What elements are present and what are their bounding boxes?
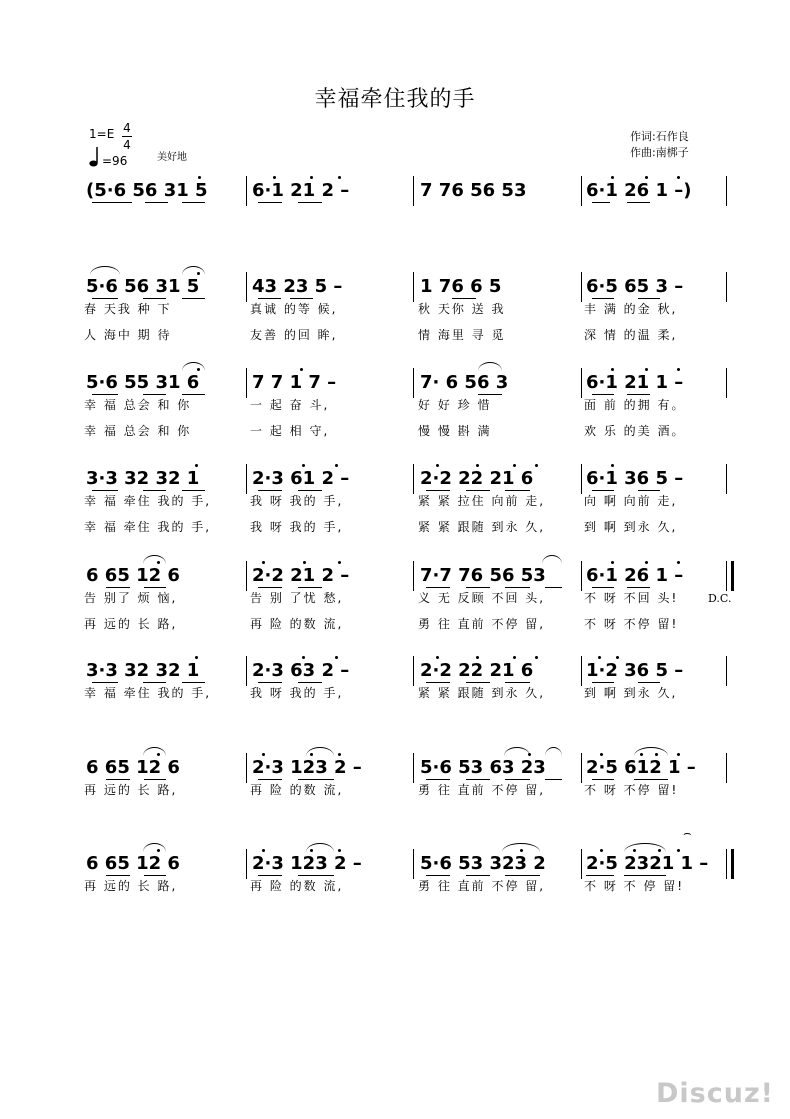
measure-notes: 6 65 12 6 [86,853,180,874]
measure-notes: 6·1 36 5 – [586,468,684,489]
octave-dot [310,753,313,756]
lyric-segment: 一 起 相 守, [250,424,330,438]
measure-notes: 6 65 12 6 [86,565,180,586]
lyric-segment: 再 险 的数 流, [250,879,344,893]
lyric-segment: 告 别了 烦 恼, [84,591,178,605]
octave-dot [338,849,341,852]
octave-dot [645,368,648,371]
bar-line [246,656,247,686]
octave-dot [677,849,680,852]
lyric-segment: 不 呀 不回 头! [584,591,679,605]
lyric-segment: 我 呀 我的 手, [250,520,344,534]
bar-line [726,656,727,686]
note-underline [258,587,282,588]
measure-notes: 6·1 26 1 – [586,565,684,586]
note-underline [592,490,614,491]
lyric-segment: 幸 福 总会 和 你 [84,424,192,438]
measure-notes: 1·2 36 5 – [586,660,684,681]
note-underline [298,490,322,491]
note-underline [258,202,282,203]
octave-dot [600,753,603,756]
note-underline [638,682,660,683]
note-underline [627,587,650,588]
octave-dot [303,561,306,564]
bar-line [413,561,414,591]
note-underline [505,490,530,491]
lyric-line [0,589,790,607]
note-underline [144,779,166,780]
lyric-segment: 面 前 的拥 有。 [584,398,686,412]
measure-notes: 6·1 21 2 – [252,180,350,201]
note-underline [258,682,282,683]
bar-line [581,368,582,398]
tempo-value: =96 [102,154,128,168]
note-underline [92,298,118,299]
note-underline [143,682,166,683]
lyric-segment: 告 别 了忧 愁, [250,591,344,605]
note-underline [638,298,660,299]
measure-notes: 2·5 612 1 – [586,757,696,778]
octave-dot [611,561,614,564]
note-underline [290,298,313,299]
octave-dot [310,849,313,852]
slur-mark [90,266,120,275]
note-underline [258,779,282,780]
fraction-line [122,136,132,137]
lyric-segment: 欢 乐 的美 酒。 [584,424,686,438]
lyric-segment: 再 远的 长 路, [84,783,178,797]
octave-dot [300,368,303,371]
octave-dot [520,849,523,852]
lyric-line [0,422,790,440]
octave-dot [436,464,439,467]
note-underline [92,394,118,395]
bar-line [246,849,247,879]
lyric-line [0,300,790,318]
octave-dot [335,656,338,659]
lyric-segment: 我 呀 我的 手, [250,494,344,508]
lyric-segment: 幸 福 牵住 我的 手, [84,520,212,534]
octave-dot [677,561,680,564]
octave-dot [535,656,538,659]
octave-dot [157,753,160,756]
measure-notes: 6 65 12 6 [86,757,180,778]
measure-notes: 2·3 123 2 – [252,853,362,874]
octave-dot [600,849,603,852]
bar-line [413,753,414,783]
octave-dot [198,176,201,179]
octave-dot [310,176,313,179]
slur-mark [143,747,166,756]
song-title: 幸福牵住我的手 [314,87,476,112]
octave-dot [645,176,648,179]
note-underline [592,682,614,683]
measure-notes: 2·3 61 2 – [252,468,350,489]
bar-line [726,368,727,398]
bar-line [726,561,727,591]
lyric-segment: 情 海里 寻 觅 [418,328,506,342]
lyric-segment: 勇 往 直前 不停 留, [418,783,546,797]
note-underline [426,587,450,588]
octave-dot [436,656,439,659]
note-underline [627,202,650,203]
octave-dot [677,368,680,371]
bar-line [413,849,414,879]
bar-line [726,464,727,494]
measure-notes: 5·6 53 63 23 [420,757,546,778]
note-underline [143,394,166,395]
measure-notes: 2·5 2321 1 – [586,853,709,874]
note-underline [92,490,118,491]
lyric-line [0,781,790,799]
note-underline [106,875,130,876]
lyric-segment: 秋 天你 送 我 [418,302,506,316]
lyric-segment: 到 啊 到永 久, [584,520,678,534]
octave-dot [195,464,198,467]
octave-dot [197,368,200,371]
lyric-segment: 幸 福 牵住 我的 手, [84,686,212,700]
lyric-segment: 不 呀 不停 留! [584,783,679,797]
note-underline [182,298,205,299]
lyric-line [0,326,790,344]
octave-dot [338,176,341,179]
octave-dot [616,656,619,659]
lyric-segment: 到 啊 到永 久, [584,686,678,700]
lyric-segment: 再 险 的数 流, [250,617,344,631]
slur-mark [143,843,166,852]
octave-dot [611,176,614,179]
quarter-note-icon [88,146,100,168]
lyric-segment: 丰 满 的金 秋, [584,302,678,316]
note-underline [106,779,130,780]
lyric-segment: 再 远的 长 路, [84,617,178,631]
lyric-line [0,518,790,536]
slur-mark [182,362,205,371]
lyric-line [0,615,790,633]
lyric-line [0,877,790,895]
bar-line [726,272,727,302]
lyric-line [0,396,790,414]
note-underline [298,202,322,203]
measure-notes: 7 76 56 53 [420,180,527,201]
note-underline [144,587,166,588]
lyric-segment: 不 呀 不 停 留! [584,879,685,893]
measure-notes: 2·2 21 2 – [252,565,350,586]
note-underline [466,682,490,683]
octave-dot [611,464,614,467]
bar-line [413,656,414,686]
note-underline [258,875,282,876]
measure-notes: 6·5 65 3 – [586,276,684,297]
lyric-segment: 真诚 的等 候, [250,302,338,316]
note-underline [143,490,166,491]
slur-mark [545,747,562,756]
bar-line [246,272,247,302]
lyric-segment: 好 好 珍 惜 [418,398,492,412]
octave-dot [611,368,614,371]
note-underline [466,587,490,588]
lyric-segment: 紧 紧 跟随 到永 久, [418,520,546,534]
octave-dot [633,849,636,852]
note-underline [426,875,450,876]
octave-dot [335,464,338,467]
time-signature-bottom: 4 [123,138,131,152]
bar-line [246,753,247,783]
octave-dot [645,561,648,564]
measure-notes: 7·7 76 56 53 [420,565,546,586]
measure-notes: 3·3 32 32 1 [86,468,200,489]
bar-line [726,849,727,879]
measure-notes: 6·1 26 1 –) [586,180,692,201]
watermark: Discuz! [656,1078,774,1109]
note-underline [586,875,614,876]
note-underline [144,875,166,876]
octave-dot [338,561,341,564]
note-underline [298,875,334,876]
lyric-segment: 幸 福 总会 和 你 [84,398,192,412]
final-bar-line [731,561,734,591]
lyric-segment: 紧 紧 拉住 向前 走, [418,494,546,508]
note-underline [92,202,132,203]
measure-notes: 7 7 1 7 – [252,372,337,393]
slur-mark [478,362,502,371]
octave-dot [262,753,265,756]
note-underline [592,298,614,299]
lyric-line [0,684,790,702]
note-underline [638,490,660,491]
note-underline [624,875,666,876]
note-underline [426,682,450,683]
composer-credit: 作曲:南梆子 [630,146,689,159]
measure-notes: 43 23 5 – [252,276,343,297]
octave-dot [273,176,276,179]
lyric-line [0,492,790,510]
note-underline [505,779,530,780]
lyric-segment: 再 远的 长 路, [84,879,178,893]
note-underline [298,587,322,588]
note-underline [106,587,130,588]
note-underline [452,298,476,299]
note-underline [298,779,334,780]
octave-dot [677,176,680,179]
note-underline [592,202,610,203]
bar-line [581,561,582,591]
slur-mark [504,747,530,756]
measure-notes: 2·3 123 2 – [252,757,362,778]
octave-dot [157,561,160,564]
measure-notes: 5·6 55 31 6 [86,372,200,393]
note-underline [545,587,562,588]
octave-dot [262,561,265,564]
notation-line [0,178,790,208]
lyric-segment: 义 无 反顾 不回 头, [418,591,546,605]
measure-notes: 2·3 63 2 – [252,660,350,681]
key-signature: 1=E [89,127,115,141]
note-underline [182,490,205,491]
octave-dot [528,753,531,756]
bar-line [726,176,727,206]
octave-dot [157,849,160,852]
bar-line [413,464,414,494]
bar-line [581,656,582,686]
time-signature-top: 4 [123,121,131,135]
lyric-segment: 春 天我 种 下 [84,302,172,316]
bar-line [246,464,247,494]
slur-mark [143,555,166,564]
note-underline [182,202,205,203]
note-underline [466,875,490,876]
octave-dot [655,753,658,756]
measure-notes: 1 76 6 5 [420,276,502,297]
bar-line [581,753,582,783]
measure-notes: 5·6 56 31 5 [86,276,200,297]
octave-dot [535,464,538,467]
measure-notes: 7· 6 56 3 [420,372,509,393]
lyricist-credit: 作词:石作良 [630,130,689,143]
note-underline [258,298,281,299]
measure-notes: 2·2 22 21 6 [420,468,534,489]
bar-line [246,176,247,206]
octave-dot [262,849,265,852]
note-underline [145,202,168,203]
octave-dot [476,656,479,659]
octave-dot [598,656,601,659]
lyric-segment: 一 起 奋 斗, [250,398,330,412]
octave-dot [513,656,516,659]
note-underline [505,875,540,876]
final-bar-line [731,849,734,879]
note-underline [426,490,450,491]
tempo-marking [88,146,127,168]
fermata-icon: ⌢ [683,826,692,841]
bar-line [413,368,414,398]
bar-line [581,176,582,206]
note-underline [478,394,502,395]
lyric-segment: 紧 紧 跟随 到永 久, [418,686,546,700]
note-underline [182,394,205,395]
octave-dot [197,272,200,275]
bar-line [413,272,414,302]
octave-dot [302,656,305,659]
bar-line [413,176,414,206]
bar-line [581,272,582,302]
lyric-segment: 勇 往 直前 不停 留, [418,617,546,631]
slur-mark [182,266,205,275]
note-underline [426,779,450,780]
dc-marking: D.C. [708,592,732,605]
octave-dot [677,753,680,756]
lyric-segment: 我 呀 我的 手, [250,686,344,700]
note-underline [634,779,668,780]
lyric-segment: 深 情 的温 柔, [584,328,678,342]
note-underline [505,587,530,588]
octave-dot [513,464,516,467]
lyric-segment: 幸 福 牵住 我的 手, [84,494,212,508]
mood-marking: 美好地 [157,152,187,163]
note-underline [466,779,490,780]
lyric-segment: 向 啊 向前 走, [584,494,678,508]
measure-notes: (5·6 56 31 5 [86,180,208,201]
octave-dot [338,753,341,756]
octave-dot [658,849,661,852]
bar-line [246,561,247,591]
note-underline [92,682,118,683]
note-underline [258,490,282,491]
bar-line [581,464,582,494]
octave-dot [302,464,305,467]
measure-notes: 3·3 32 32 1 [86,660,200,681]
note-underline [143,298,166,299]
lyric-segment: 人 海中 期 待 [84,328,172,342]
lyric-segment: 再 险 的数 流, [250,783,344,797]
measure-notes: 6·1 21 1 – [586,372,684,393]
lyric-segment: 勇 往 直前 不停 留, [418,879,546,893]
note-underline [466,490,490,491]
note-underline [298,682,322,683]
bar-line [246,368,247,398]
measure-notes: 2·2 22 21 6 [420,660,534,681]
note-underline [592,779,614,780]
lyric-segment: 友善 的回 眸, [250,328,338,342]
octave-dot [195,656,198,659]
note-underline [182,682,205,683]
octave-dot [640,753,643,756]
lyric-segment: 慢 慢 斟 满 [418,424,492,438]
note-underline [592,587,614,588]
note-underline [627,394,650,395]
bar-line [581,849,582,879]
note-underline [505,682,530,683]
bar-line [726,753,727,783]
lyric-segment: 不 呀 不停 留! [584,617,679,631]
measure-notes: 5·6 53 323 2 [420,853,546,874]
note-underline [545,779,562,780]
octave-dot [476,464,479,467]
note-underline [592,394,614,395]
slur-mark [542,555,562,564]
